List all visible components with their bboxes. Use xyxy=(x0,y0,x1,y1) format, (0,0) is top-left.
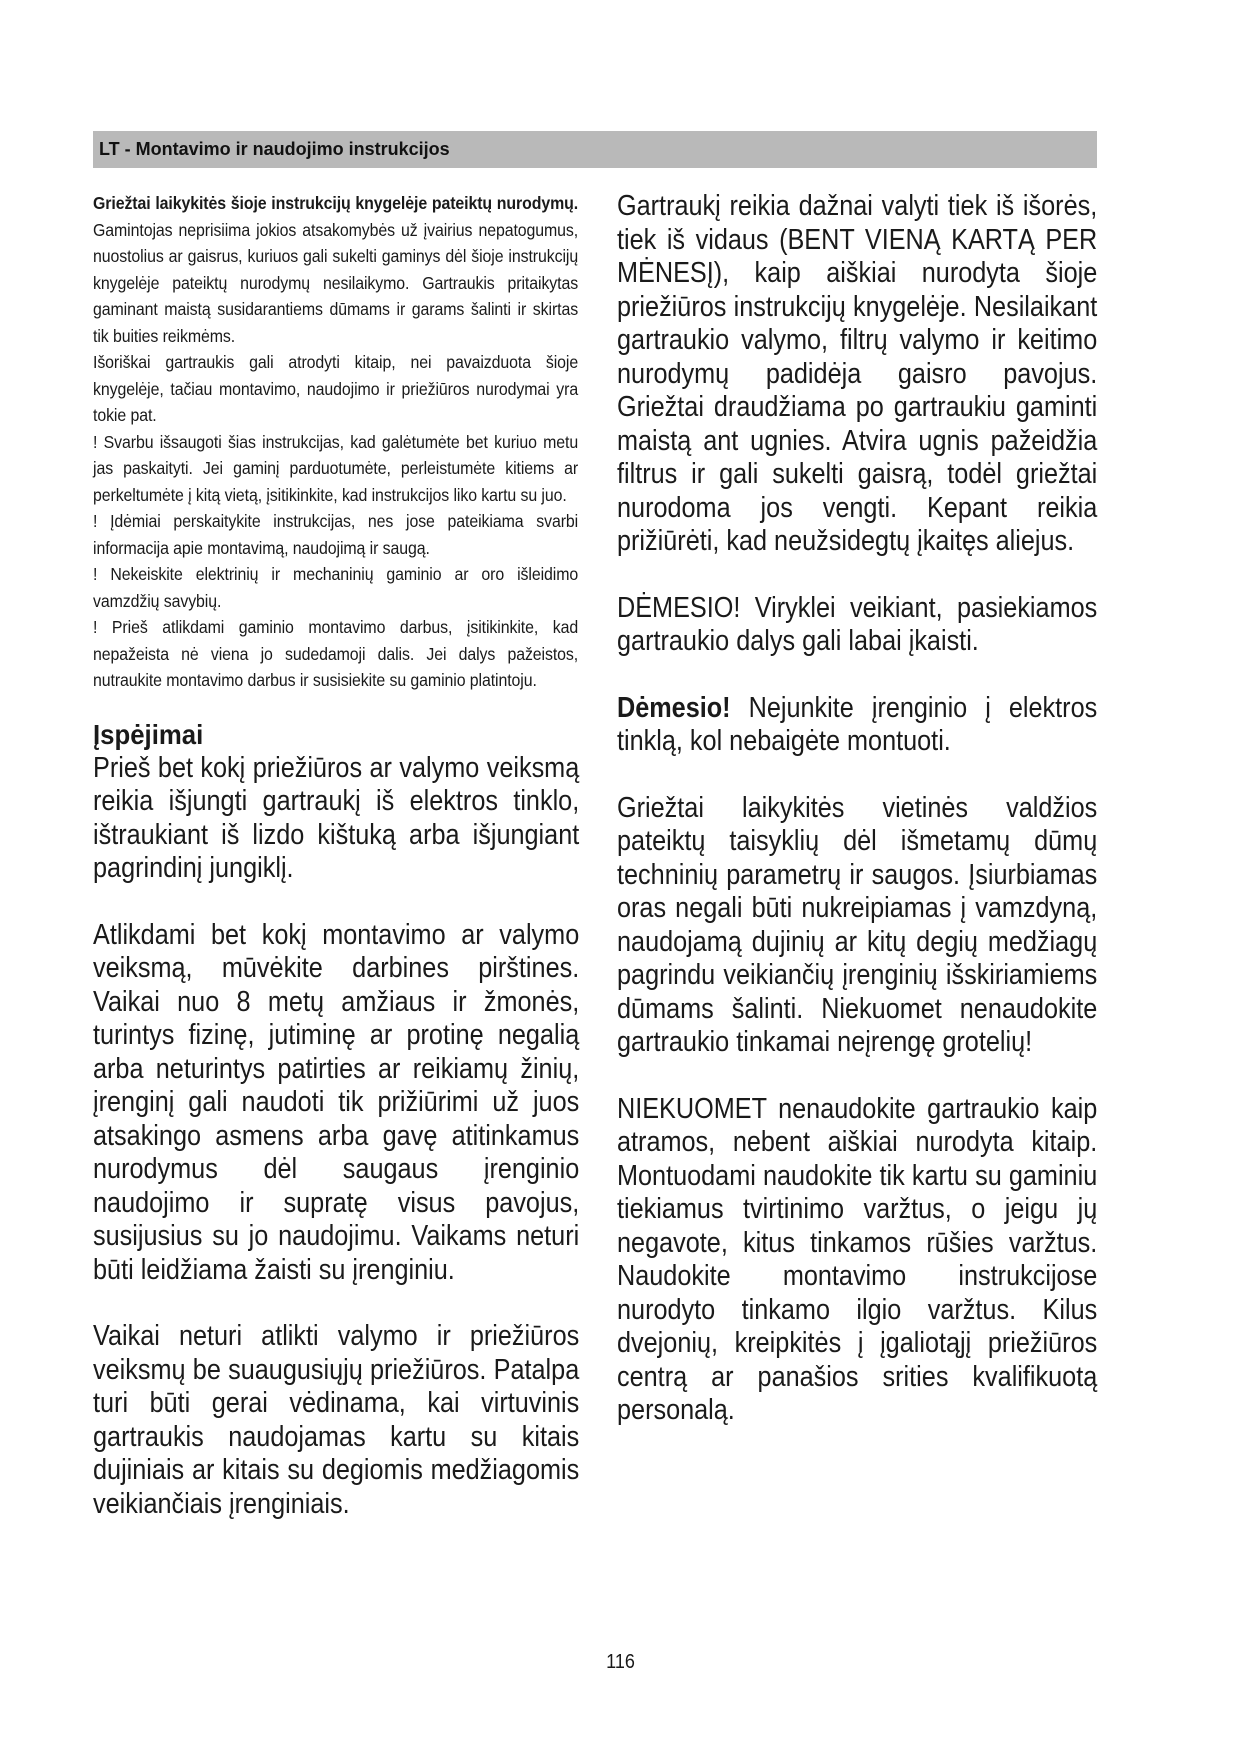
paragraph-read-carefully: ! Įdėmiai perskaitykite instrukcijas, nes jose pateikiama svarbi informacija apie montavimą, naudojimą ir saugą. xyxy=(93,511,579,558)
paragraph-keep-instructions: ! Svarbu išsaugoti šias instrukcijas, kad galėtumėte bet kuriuo metu jas paskaityti. Jei gaminį parduotumėte, perleistumėte kitiems ar perkeltumėte į kitą vietą, įsitikinkite, kad instrukcijos liko kartu su juo. xyxy=(93,431,579,505)
right-column xyxy=(617,190,1097,1428)
page-number: 116 xyxy=(606,1651,635,1673)
connection-text: Nejunkite įrenginio į elektros tinklą, kol nebaigėte montuoti. xyxy=(617,691,1098,757)
cleaning-fire-block: Gartraukį reikia dažnai valyti tiek iš išorės, tiek iš vidaus (BENT VIENĄ KARTĄ PER MĖNESĮ), kaip aiškiai nurodyta šioje priežiūros instrukcijų knygelėje. Nesilaikant gartraukio valymo, filtrų valymo ir keitimo nurodymų padidėja gaisro pavojus. Griežtai draudžiama po gartraukiu gaminti maistą ant ugnies. Atvira ugnis pažeidžia filtrus ir gali sukelti gaisrą, todėl griežtai nurodoma jos vengti. Kepant reikia prižiūrėti, kad neužsidegtų įkaitęs aliejus. xyxy=(617,190,1098,557)
warning-disconnect: Prieš bet kokį priežiūros ar valymo veiksmą reikia išjungti gartraukį iš elektros tinklo, ištraukiant iš lizdo kištuką arba išjungiant pagrindinį jungiklį. xyxy=(93,751,580,884)
warnings-heading: Įspėjimai xyxy=(93,718,204,750)
attention-label: Dėmesio! xyxy=(617,691,731,724)
mounting-block: NIEKUOMET nenaudokite gartraukio kaip atramos, nebent aiškiai nurodyta kitaip. Montuodami naudokite tik kartu su gaminiu tiekiamus tvirtinimo varžtus, o jeigu jų negavote, kitus tinkamos rūšies varžtus. Naudokite montavimo instrukcijose nurodyto tinkamo ilgio varžtus. Kilus dvejonių, kreipkitės į įgaliotąjį priežiūros centrą ar panašios srities kvalifikuotą personalą. xyxy=(617,1092,1098,1426)
warning-gloves-children: Atlikdami bet kokį montavimo ar valymo veiksmą, mūvėkite darbines pirštines. Vaikai nuo 8 metų amžiaus ir žmonės, turintys fizinę, jutiminę ar protinę negalią arba neturintys patirties ar reikiamų žinių, įrenginį gali naudoti tik prižiūrimi už juos atsakingo asmens arba gavę atitinkamus nurodymus dėl saugaus įrenginio naudojimo ir supratę visus pavojus, susijusius su jo naudojimu. Vaikams neturi būti leidžiama žaisti su įrenginiu. xyxy=(93,918,580,1286)
connection-warning xyxy=(617,692,1097,759)
regulations-block: Griežtai laikykitės vietinės valdžios pateiktų taisyklių dėl išmetamų dūmų techninių parametrų ir saugos. Įsiurbiamas oras negali būti nukreipiamas į vamzdyną, naudojamą dujinių ar kitų degių medžiagų pagrindu veikiančių įrenginių išskiriamiems dūmams šalinti. Niekuomet nenaudokite gartraukio tinkamai neįrengę grotelių! xyxy=(617,791,1098,1058)
paragraph-no-modifications: ! Nekeiskite elektrinių ir mechaninių gaminio ar oro išleidimo vamzdžių savybių. xyxy=(93,564,579,611)
intro-bold-lead: Griežtai laikykitės šioje instrukcijų knygelėje pateiktų nurodymų. xyxy=(93,193,579,213)
paragraph-appearance: Išoriškai gartraukis gali atrodyti kitaip, nei pavaizduota šioje knygelėje, tačiau montavimo, naudojimo ir priežiūros nurodymai yra tokie pat. xyxy=(93,352,579,425)
hot-parts-warning: DĖMESIO! Viryklei veikiant, pasiekiamos gartraukio dalys gali labai įkaisti. xyxy=(617,591,1098,657)
warning-ventilation: Vaikai neturi atlikti valymo ir priežiūros veiksmų be suaugusiųjų priežiūros. Patalpa turi būti gerai vėdinama, kai virtuvinis gartraukis naudojamas kartu su kitais dujiniais ar kitais su degiomis medžiagomis veikiančiais įrenginiais. xyxy=(93,1320,580,1520)
section-header: LT - Montavimo ir naudojimo instrukcijos xyxy=(93,131,1097,168)
intro-paragraph xyxy=(93,190,578,349)
paragraph-check-parts: ! Prieš atlikdami gaminio montavimo darbus, įsitikinkite, kad nepažeista nė viena jo sudedamoji dalis. Jei dalys pažeistos, nutraukite montavimo darbus ir susisiekite su gaminio platintoju. xyxy=(93,617,579,690)
intro-section xyxy=(93,190,579,694)
intro-text: Gamintojas neprisiima jokios atsakomybės už įvairius nepatogumus, nuostolius ar gaisrus, kuriuos gali sukelti gaminys dėl šioje instrukcijų knygelėje pateiktų nurodymų nesilaikymo. Gartraukis pritaikytas gaminant maistą susidarantiems dūmams ir garams šalinti ir skirtas tik buities reikmėms. xyxy=(93,219,579,346)
warnings-section xyxy=(93,752,579,1522)
left-column xyxy=(93,190,579,1521)
